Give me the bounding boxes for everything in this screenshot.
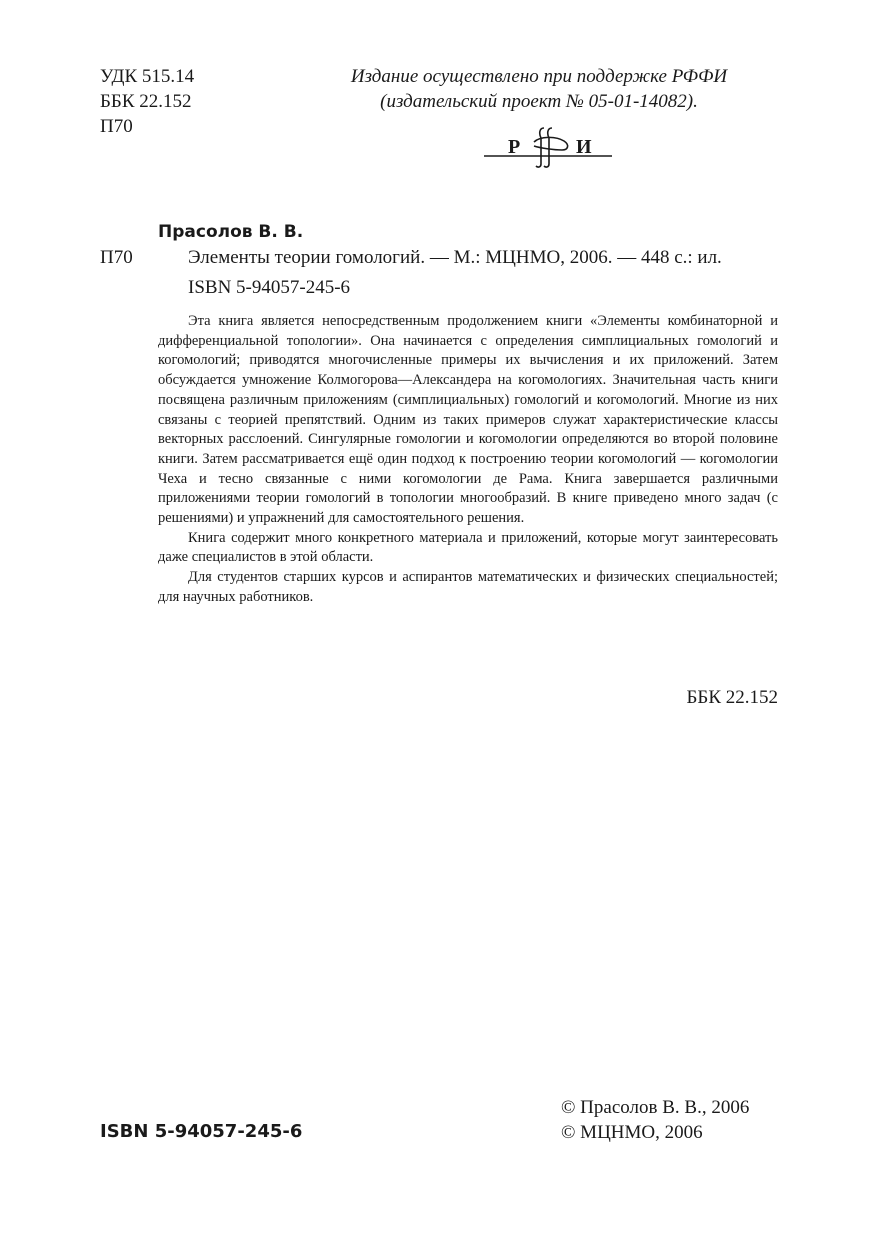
copyright-author: © Прасолов В. В., 2006: [561, 1097, 750, 1118]
abstract-paragraph: Для студентов старших курсов и аспирантов математических и физических специальностей; для научных работников.: [158, 569, 778, 605]
author-name: Прасолов В. В.: [158, 222, 304, 242]
sponsor-note: [300, 64, 778, 114]
record-code: П70: [100, 247, 133, 268]
bbk-footer-code: ББК 22.152: [686, 687, 778, 708]
copyright-block: [561, 1095, 749, 1145]
classification-codes: [100, 64, 194, 139]
bbk-code: ББК 22.152: [100, 91, 192, 112]
udk-code: УДК 515.14: [100, 66, 195, 87]
abstract: [158, 312, 778, 608]
sponsor-line-1: Издание осуществлено при поддержке РФФИ: [350, 66, 728, 87]
isbn-footer: ISBN 5-94057-245-6: [100, 1121, 303, 1142]
abstract-paragraph: Эта книга является непосредственным продолжением книги «Элементы комбинаторной и дифференциальной топологии». Она начинается с определения симплициальных гомологий и когомологий; приводятся многочисленные примеры их вычисления и их приложений. Затем обсуждается умножение Колмогорова—Александера на когомологиях. Значительная часть книги посвящена различным приложениям (симплициальных) гомологий и когомологий. Многие из них связаны с теорией препятствий. Одним из таких примеров служат характеристические классы векторных расслоений. Сингулярные гомологии и когомологии определяются во второй половине книги. Затем рассматривается ещё один подход к построению теории когомологий — когомологии Чеха и тесно связанные с ними когомологии де Рама. Книга завершается различными приложениями теории гомологий в топологии многообразий. В книге приведено много задач (с решениями) и упражнений для самостоятельного решения.: [158, 313, 778, 527]
logo-double-f-icon: [534, 128, 568, 167]
rffi-logo: [484, 124, 614, 168]
bibliographic-entry: Элементы теории гомологий. — М.: МЦНМО, 2006. — 448 с.: ил.: [188, 247, 722, 268]
record-isbn: ISBN 5-94057-245-6: [188, 277, 351, 298]
copyright-publisher: © МЦНМО, 2006: [561, 1122, 703, 1143]
abstract-paragraph: Книга содержит много конкретного материала и приложений, которые могут заинтересовать даже специалистов в этой области.: [158, 529, 778, 566]
logo-letter-i: И: [576, 136, 592, 158]
logo-letter-r: Р: [508, 136, 521, 158]
rffi-logo-icon: [484, 124, 614, 168]
author-mark: П70: [100, 116, 133, 137]
sponsor-line-2: (издательский проект № 05-01-14082).: [380, 91, 698, 112]
